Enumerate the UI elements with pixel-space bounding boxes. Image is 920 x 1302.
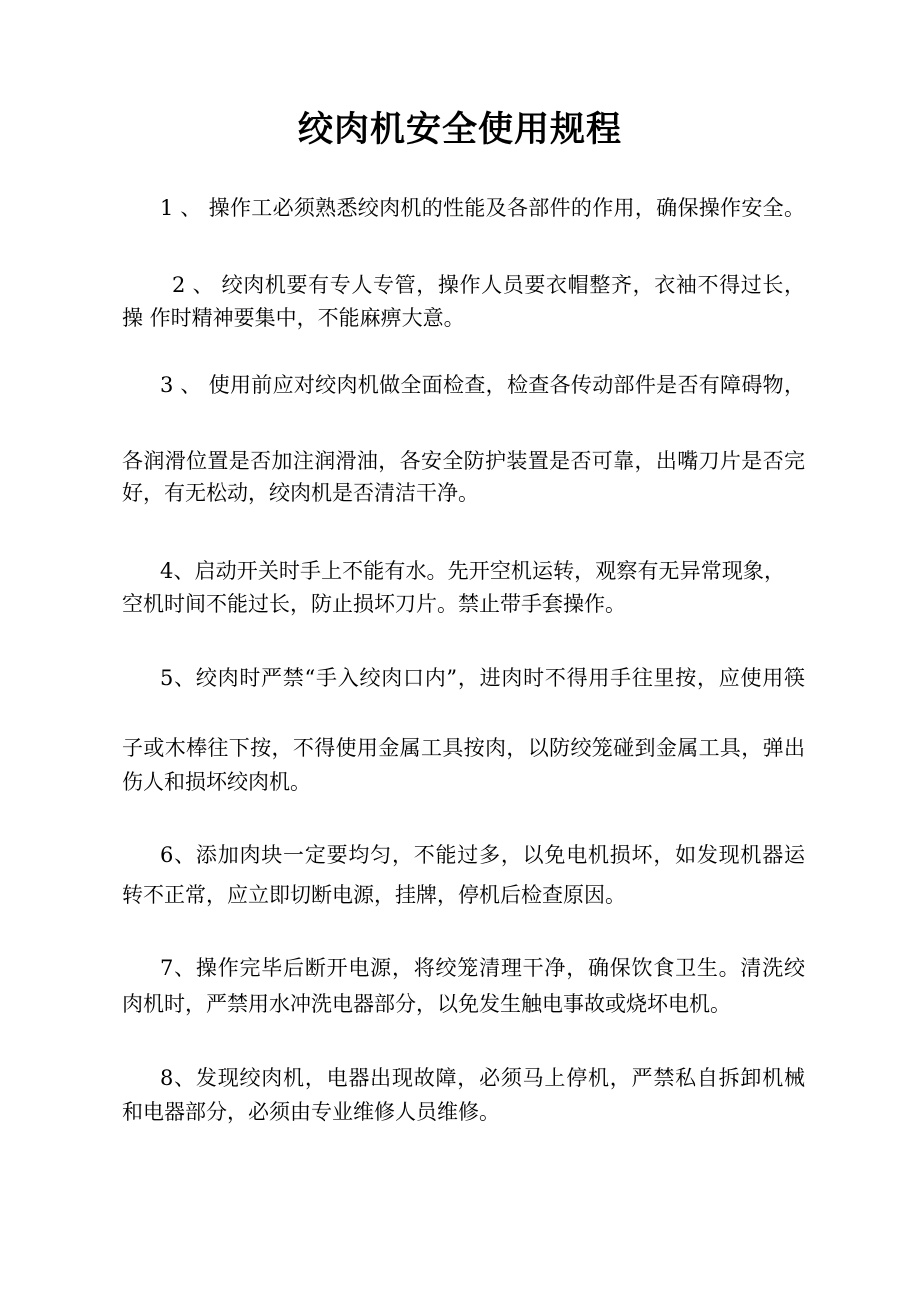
rule-line: 6、添加肉块一定要均匀，不能过多，以免电机损坏，如发现机器运 [160, 843, 805, 867]
rule-line: 和电器部分，必须由专业维修人员维修。 [122, 1100, 500, 1124]
rule-line: 转不正常，应立即切断电源，挂牌，停机后检查原因。 [122, 883, 626, 907]
rule-line: 空机时间不能过长，防止损坏刀片。禁止带手套操作。 [122, 592, 626, 616]
rule-line: 1 、 操作工必须熟悉绞肉机的性能及各部件的作用，确保操作安全。 [160, 196, 805, 220]
rule-line: 各润滑位置是否加注润滑油，各安全防护装置是否可靠，出嘴刀片是否完 [122, 449, 805, 473]
rule-line: 肉机时，严禁用水冲洗电器部分，以免发生触电事故或烧坏电机。 [122, 992, 731, 1016]
rule-line: 8、发现绞肉机，电器出现故障，必须马上停机，严禁私自拆卸机械 [160, 1066, 805, 1090]
rule-line: 伤人和损坏绞肉机。 [122, 770, 311, 794]
rule-line: 4、启动开关时手上不能有水。先开空机运转，观察有无异常现象， [160, 559, 785, 583]
rule-line: 2 、 绞肉机要有专人专管，操作人员要衣帽整齐，衣袖不得过长， [172, 273, 805, 297]
rule-line: 5、绞肉时严禁“手入绞肉口内”，进肉时不得用手往里按，应使用筷 [160, 666, 805, 690]
rule-line: 好，有无松动，绞肉机是否清洁干净。 [122, 481, 479, 505]
rule-line: 7、操作完毕后断开电源，将绞笼清理干净，确保饮食卫生。清洗绞 [160, 956, 805, 980]
rule-line: 子或木棒往下按，不得使用金属工具按肉，以防绞笼碰到金属工具，弹出 [122, 736, 805, 760]
rule-line: 3 、 使用前应对绞肉机做全面检查，检查各传动部件是否有障碍物， [160, 373, 805, 397]
document-title: 绞肉机安全使用规程 [297, 109, 622, 150]
rule-line: 操 作时精神要集中，不能麻痹大意。 [122, 306, 465, 330]
